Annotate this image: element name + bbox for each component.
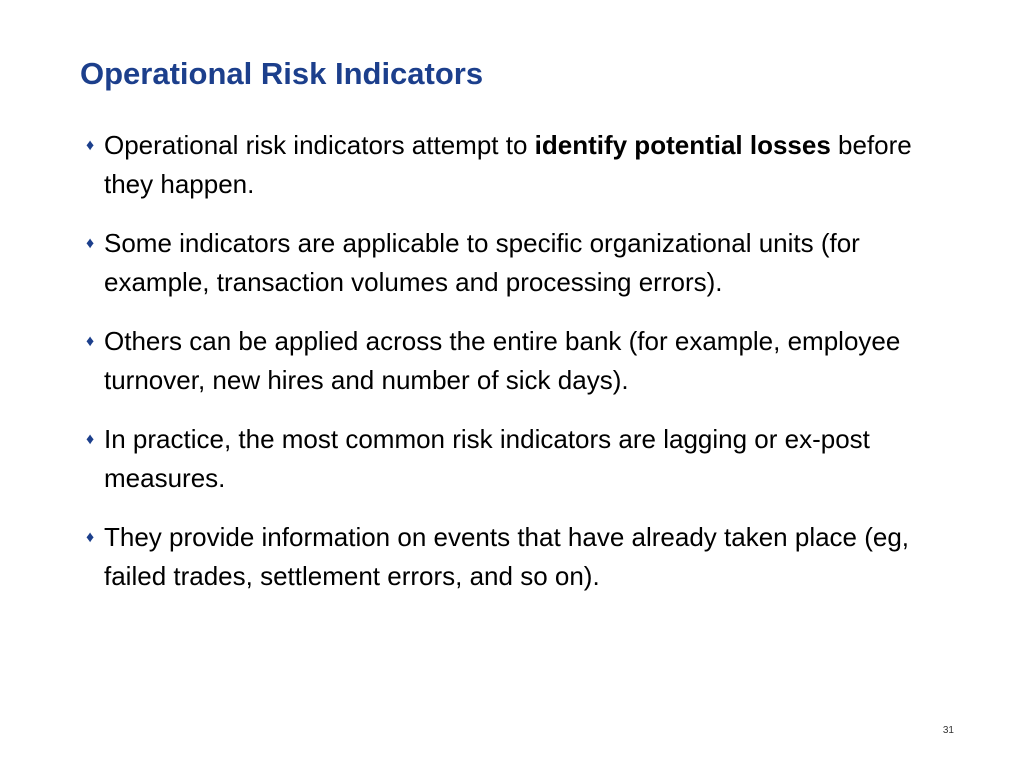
diamond-bullet-icon: ♦ [86,137,95,154]
bullet-text-plain: Operational risk indicators attempt to [104,130,535,160]
bullet-text: They provide information on events that have already taken place (eg, failed trades, settlement errors, and so on). [104,522,910,591]
slide-title: Operational Risk Indicators [80,56,484,91]
bullet-text: Others can be applied across the entire bank (for example, employee turnover, new hires and number of sick days). [104,326,901,395]
bullet-text [104,126,936,204]
diamond-bullet-icon: ♦ [86,529,95,546]
bullet-item [86,126,936,204]
bullet-text-bold: identify potential losses [534,130,831,160]
diamond-bullet-icon: ♦ [86,333,95,350]
bullet-list [86,126,936,616]
bullet-text: Some indicators are applicable to specific organizational units (for example, transaction volumes and processing errors). [104,228,860,297]
diamond-bullet-icon: ♦ [86,235,95,252]
bullet-text: In practice, the most common risk indicators are lagging or ex-post measures. [104,424,870,493]
slide-number: 31 [942,725,954,736]
bullet-item [86,322,936,400]
bullet-item [86,420,936,498]
bullet-item [86,224,936,302]
bullet-item [86,518,936,596]
bullet-text-plain: before they happen. [104,130,912,199]
diamond-bullet-icon: ♦ [86,431,95,448]
